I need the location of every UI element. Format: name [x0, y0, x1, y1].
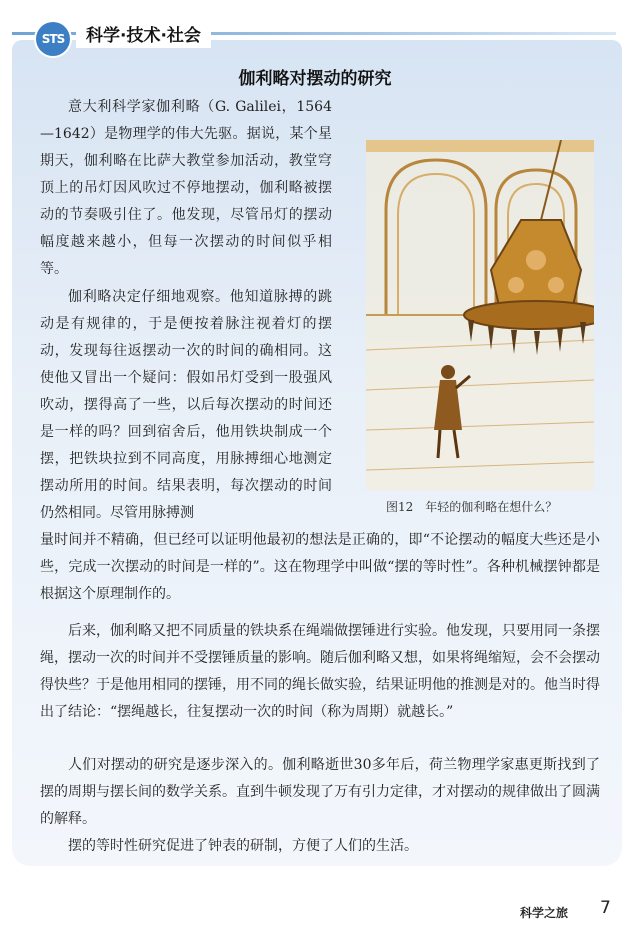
- paragraph-2a: 伽利略决定仔细地观察。他知道脉搏的跳动是有规律的，于是便按着脉注视着灯的摆动，发现每往返摆动一次的时间的确相同。这使他又冒出一个疑问：假如吊灯受到一股强风吹动，摆得高了一些，以后每次摆动的时间还是一样的吗？回到宿舍后，他用铁块制成一个摆，把铁块拉到不同高度，用脉搏细心地测定摆动所用的时间。结果表明，每次摆动的时间仍然相同。尽管用脉搏测: [40, 289, 332, 521]
- paragraph-1: 意大利科学家伽利略（G. Galilei，1564—1642）是物理学的伟大先驱。据说，某个星期天，伽利略在比萨大教堂参加活动，教堂穹顶上的吊灯因风吹过不停地摆动，伽利略被摆动的节奏吸引住了。他发现，尽管吊灯的摆动幅度越来越小，但每一次摆动的时间似乎相等。: [40, 99, 332, 277]
- galileo-chandelier-illustration: [366, 140, 594, 490]
- figure-caption: 图12 年轻的伽利略在想什么？: [386, 500, 558, 514]
- paragraph-4: 人们对摆动的研究是逐步深入的。伽利略逝世30多年后，荷兰物理学家惠更斯找到了摆的周期与摆长间的数学关系。直到牛顿发现了万有引力定律，才对摆动的规律做出了圆满的解释。: [40, 757, 600, 827]
- paragraph-3: 后来，伽利略又把不同质量的铁块系在绳端做摆锤进行实验。他发现，只要用同一条摆绳，摆动一次的时间并不受摆锤质量的影响。随后伽利略又想，如果将绳缩短，会不会摆动得快些？于是他用相同的摆锤，用不同的绳长做实验，结果证明他的推测是对的。他当时得出了结论：“摆绳越长，往复摆动一次的时间（称为周期）就越长。”: [40, 623, 600, 720]
- sts-badge-icon: STS: [36, 22, 70, 56]
- section-label: 科学·技术·社会: [76, 24, 211, 48]
- paragraph-2b: 量时间并不精确，但已经可以证明他最初的想法是正确的，即“不论摆动的幅度大些还是小些，完成一次摆动的时间是一样的”。这在物理学中叫做“摆的等时性”。各种机械摆钟都是根据这个原理制作的。: [40, 532, 600, 602]
- article-title: 伽利略对摆动的研究: [238, 69, 392, 89]
- paragraph-5: 摆的等时性研究促进了钟表的研制，方便了人们的生活。: [68, 838, 418, 854]
- footer-label: 科学之旅: [520, 906, 569, 920]
- page-number: 7: [600, 898, 611, 918]
